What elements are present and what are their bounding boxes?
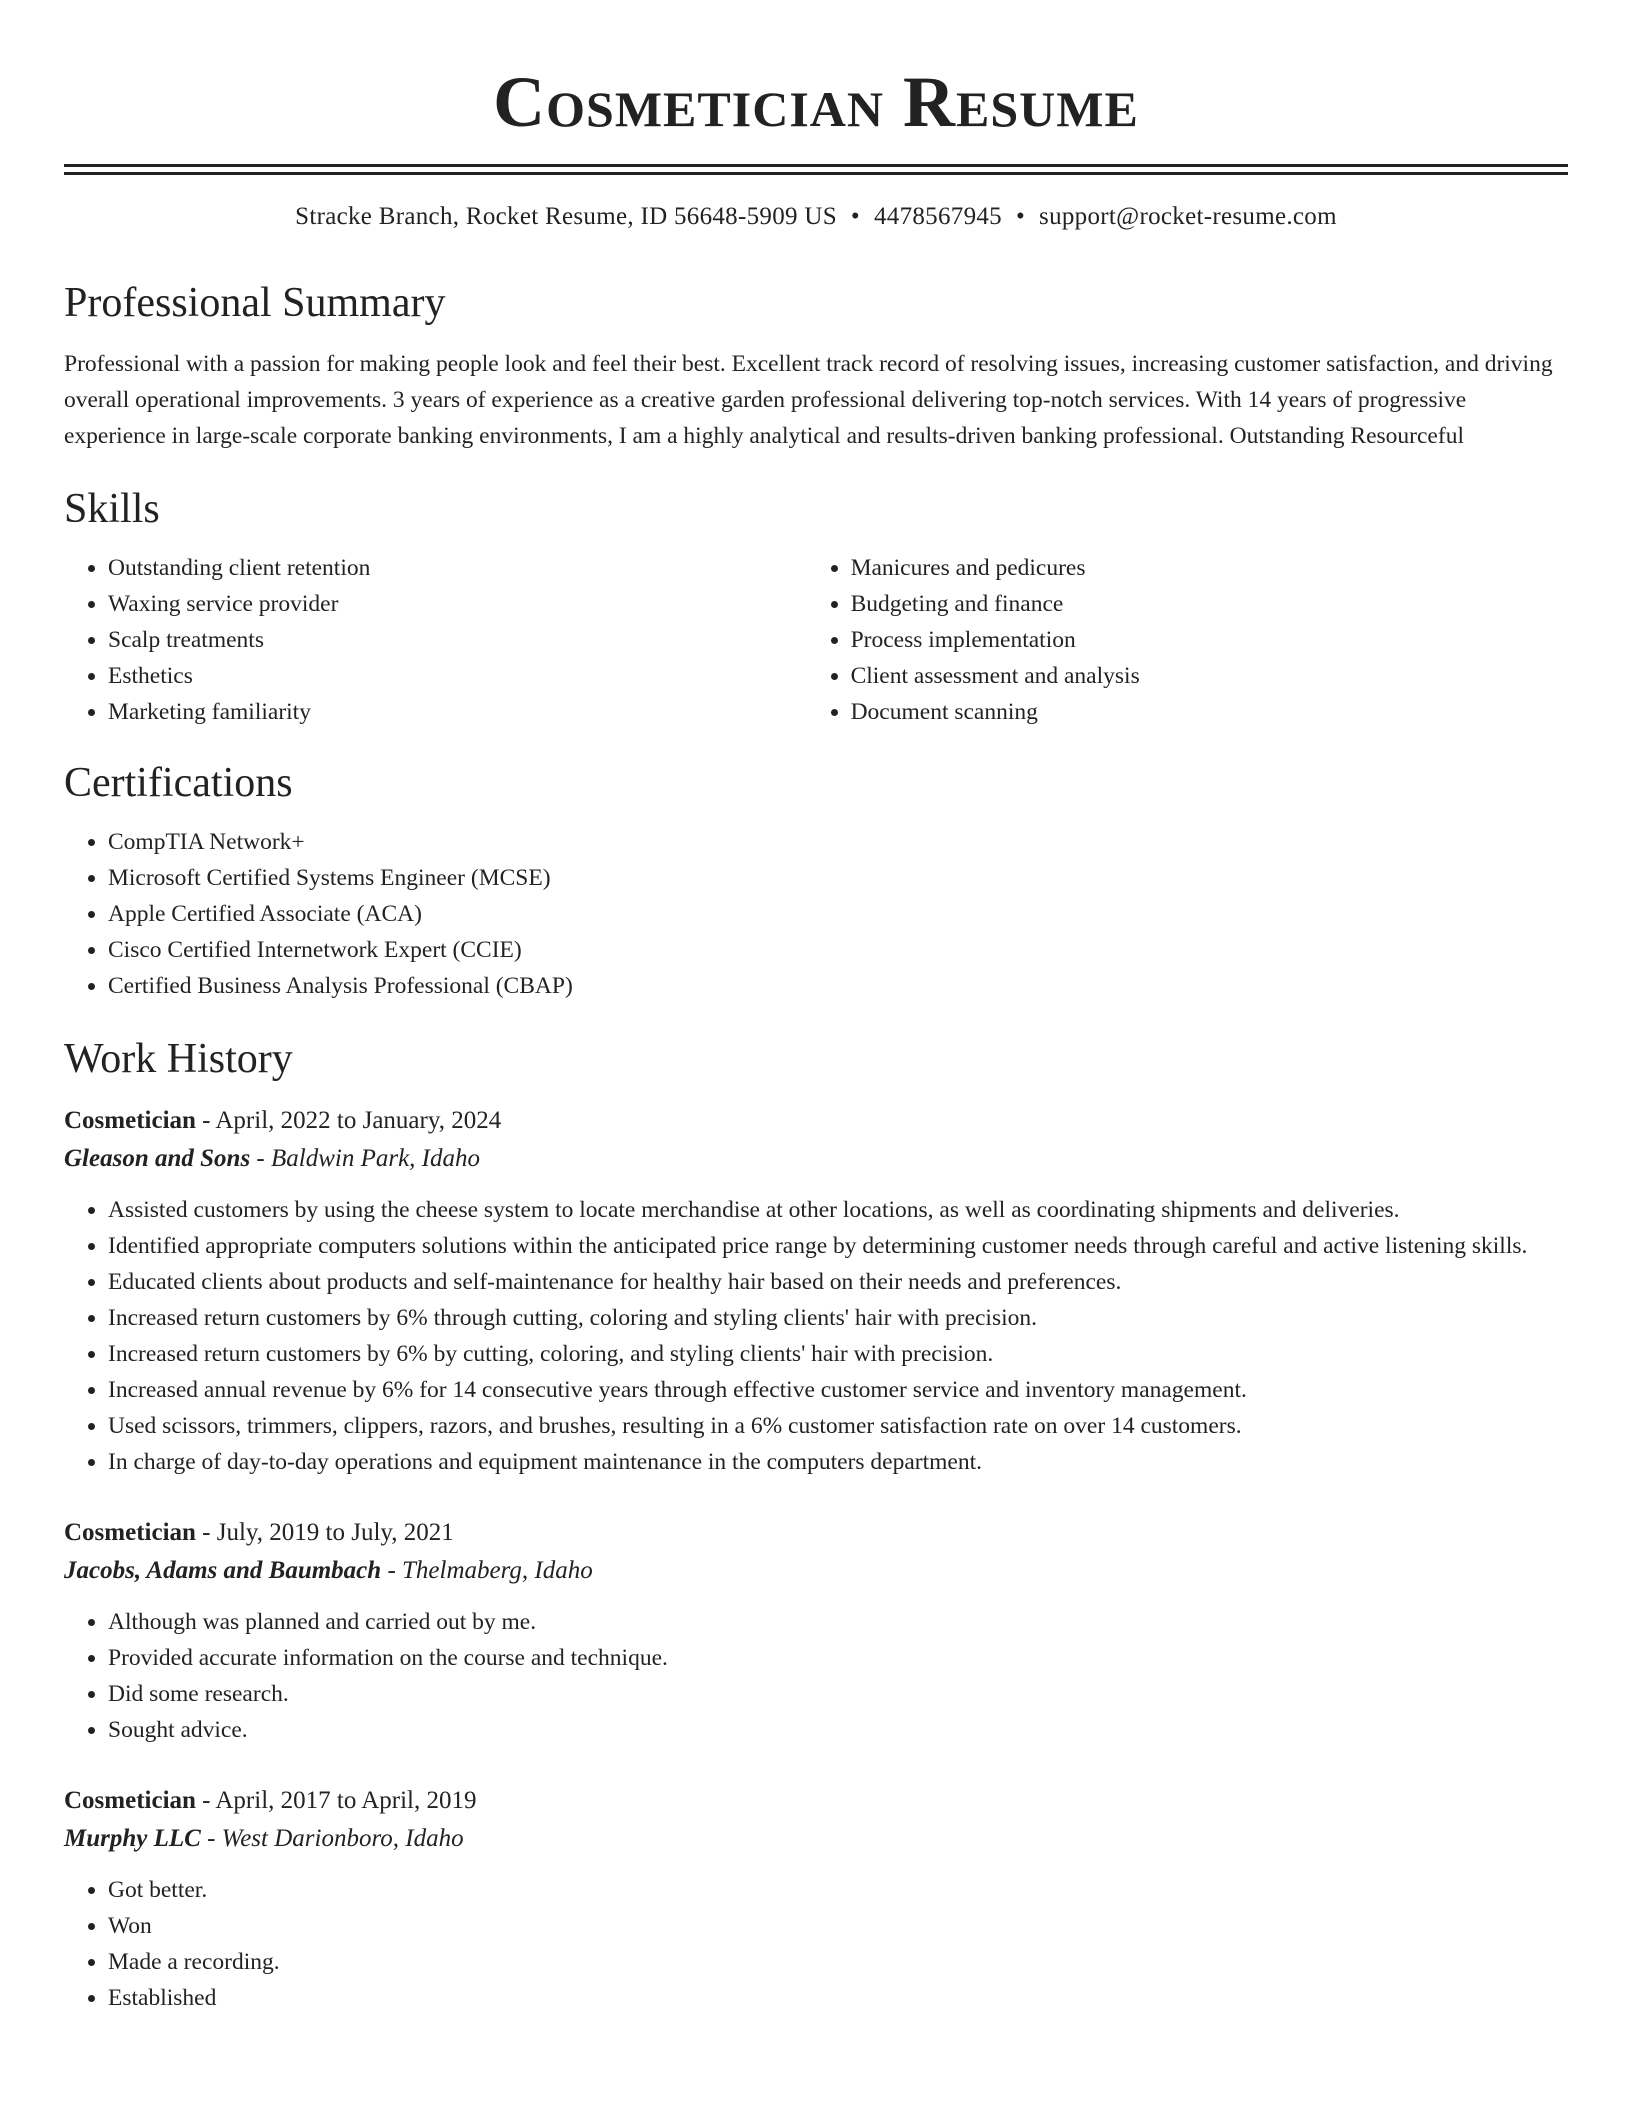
job-company: Murphy LLC bbox=[64, 1825, 201, 1852]
certification-item: • Certified Business Analysis Professional (CBAP) bbox=[108, 968, 1568, 1004]
job-entry bbox=[64, 1782, 1568, 2016]
certification-item: • Cisco Certified Internetwork Expert (CCIE) bbox=[108, 932, 1568, 968]
skill-item: • Document scanning bbox=[851, 694, 1568, 730]
job-bullet: • In charge of day-to-day operations and equipment maintenance in the computers department. bbox=[108, 1444, 1568, 1480]
job-bullet: • Identified appropriate computers solutions within the anticipated price range by determining customer needs through careful and active listening skills. bbox=[108, 1228, 1568, 1264]
job-company: Jacobs, Adams and Baumbach bbox=[64, 1557, 382, 1584]
job-company-line: Murphy LLC - West Darionboro, Idaho bbox=[64, 1825, 464, 1852]
job-company-line: Jacobs, Adams and Baumbach - Thelmaberg, Idaho bbox=[64, 1557, 593, 1584]
skill-item: • Budgeting and finance bbox=[851, 586, 1568, 622]
job-role: Cosmetician bbox=[64, 1519, 196, 1546]
skill-item: • Outstanding client retention bbox=[108, 550, 807, 586]
certification-item: • CompTIA Network+ bbox=[108, 824, 1568, 860]
job-dates: April, 2017 to April, 2019 bbox=[215, 1787, 477, 1814]
job-bullet: • Increased annual revenue by 6% for 14 consecutive years through effective customer service and inventory management. bbox=[108, 1372, 1568, 1408]
job-dates: July, 2019 to July, 2021 bbox=[216, 1519, 454, 1546]
title-divider bbox=[64, 164, 1568, 175]
job-title-line: Cosmetician - April, 2017 to April, 2019 bbox=[64, 1787, 477, 1814]
skills-list bbox=[64, 550, 1568, 730]
skills-column-right bbox=[807, 550, 1568, 730]
contact-line bbox=[64, 201, 1568, 233]
job-bullet: • Made a recording. bbox=[108, 1944, 1568, 1980]
job-bullet: • Sought advice. bbox=[108, 1712, 1568, 1748]
job-bullet: • Got better. bbox=[108, 1872, 1568, 1908]
skill-item: • Esthetics bbox=[108, 658, 807, 694]
skills-heading: Skills bbox=[64, 486, 160, 532]
job-bullets bbox=[64, 1872, 1568, 2016]
job-title-line: Cosmetician - July, 2019 to July, 2021 bbox=[64, 1519, 454, 1546]
job-entry bbox=[64, 1102, 1568, 1480]
job-bullet: • Although was planned and carried out by me. bbox=[108, 1604, 1568, 1640]
skill-item: • Scalp treatments bbox=[108, 622, 807, 658]
contact-address: Stracke Branch, Rocket Resume, ID 56648-5909 US bbox=[295, 203, 837, 230]
certification-item: • Apple Certified Associate (ACA) bbox=[108, 896, 1568, 932]
job-title-line: Cosmetician - April, 2022 to January, 2024 bbox=[64, 1107, 502, 1134]
skill-item: • Waxing service provider bbox=[108, 586, 807, 622]
certifications-heading: Certifications bbox=[64, 760, 293, 806]
job-bullets bbox=[64, 1604, 1568, 1748]
job-bullet: • Increased return customers by 6% by cutting, coloring, and styling clients' hair with precision. bbox=[108, 1336, 1568, 1372]
job-bullet: • Increased return customers by 6% through cutting, coloring and styling clients' hair with precision. bbox=[108, 1300, 1568, 1336]
job-location: West Darionboro, Idaho bbox=[221, 1825, 464, 1852]
summary-text: Professional with a passion for making people look and feel their best. Excellent track record of resolving issues, increasing customer satisfaction, and driving overall operational improvements. 3 years of experience as a creative garden professional delivering top-notch services. With 14 years of progressive experience in large-scale corporate banking environments, I am a highly analytical and results-driven banking professional. Outstanding Resourceful bbox=[64, 351, 1553, 449]
contact-separator: • bbox=[850, 203, 860, 230]
skills-column-left bbox=[64, 550, 807, 730]
summary-heading: Professional Summary bbox=[64, 280, 446, 326]
job-bullet: • Established bbox=[108, 1980, 1568, 2016]
certifications-list bbox=[64, 824, 1568, 1004]
job-bullet: • Won bbox=[108, 1908, 1568, 1944]
job-bullet: • Used scissors, trimmers, clippers, razors, and brushes, resulting in a 6% customer satisfaction rate on over 14 customers. bbox=[108, 1408, 1568, 1444]
resume-page bbox=[64, 0, 1568, 2016]
job-entry bbox=[64, 1514, 1568, 1748]
skill-item: • Process implementation bbox=[851, 622, 1568, 658]
job-role: Cosmetician bbox=[64, 1787, 196, 1814]
job-bullets bbox=[64, 1192, 1568, 1480]
resume-title: Cosmetician Resume bbox=[493, 62, 1139, 142]
job-company-line: Gleason and Sons - Baldwin Park, Idaho bbox=[64, 1145, 481, 1172]
skill-item: • Manicures and pedicures bbox=[851, 550, 1568, 586]
skill-item: • Marketing familiarity bbox=[108, 694, 807, 730]
contact-separator: • bbox=[1015, 203, 1026, 230]
job-role: Cosmetician bbox=[64, 1107, 196, 1134]
job-company: Gleason and Sons bbox=[64, 1145, 251, 1172]
certification-item: • Microsoft Certified Systems Engineer (MCSE) bbox=[108, 860, 1568, 896]
job-bullet: • Educated clients about products and self-maintenance for healthy hair based on their needs and preferences. bbox=[108, 1264, 1568, 1300]
job-location: Baldwin Park, Idaho bbox=[271, 1145, 481, 1172]
contact-phone: 4478567945 bbox=[873, 203, 1002, 230]
skill-item: • Client assessment and analysis bbox=[851, 658, 1568, 694]
contact-email: support@rocket-resume.com bbox=[1039, 203, 1337, 230]
job-bullet: • Provided accurate information on the course and technique. bbox=[108, 1640, 1568, 1676]
job-bullet: • Assisted customers by using the cheese system to locate merchandise at other locations, as well as coordinating shipments and deliveries. bbox=[108, 1192, 1568, 1228]
job-bullet: • Did some research. bbox=[108, 1676, 1568, 1712]
job-dates: April, 2022 to January, 2024 bbox=[215, 1107, 502, 1134]
job-location: Thelmaberg, Idaho bbox=[402, 1557, 593, 1584]
work-history-heading: Work History bbox=[64, 1036, 293, 1082]
